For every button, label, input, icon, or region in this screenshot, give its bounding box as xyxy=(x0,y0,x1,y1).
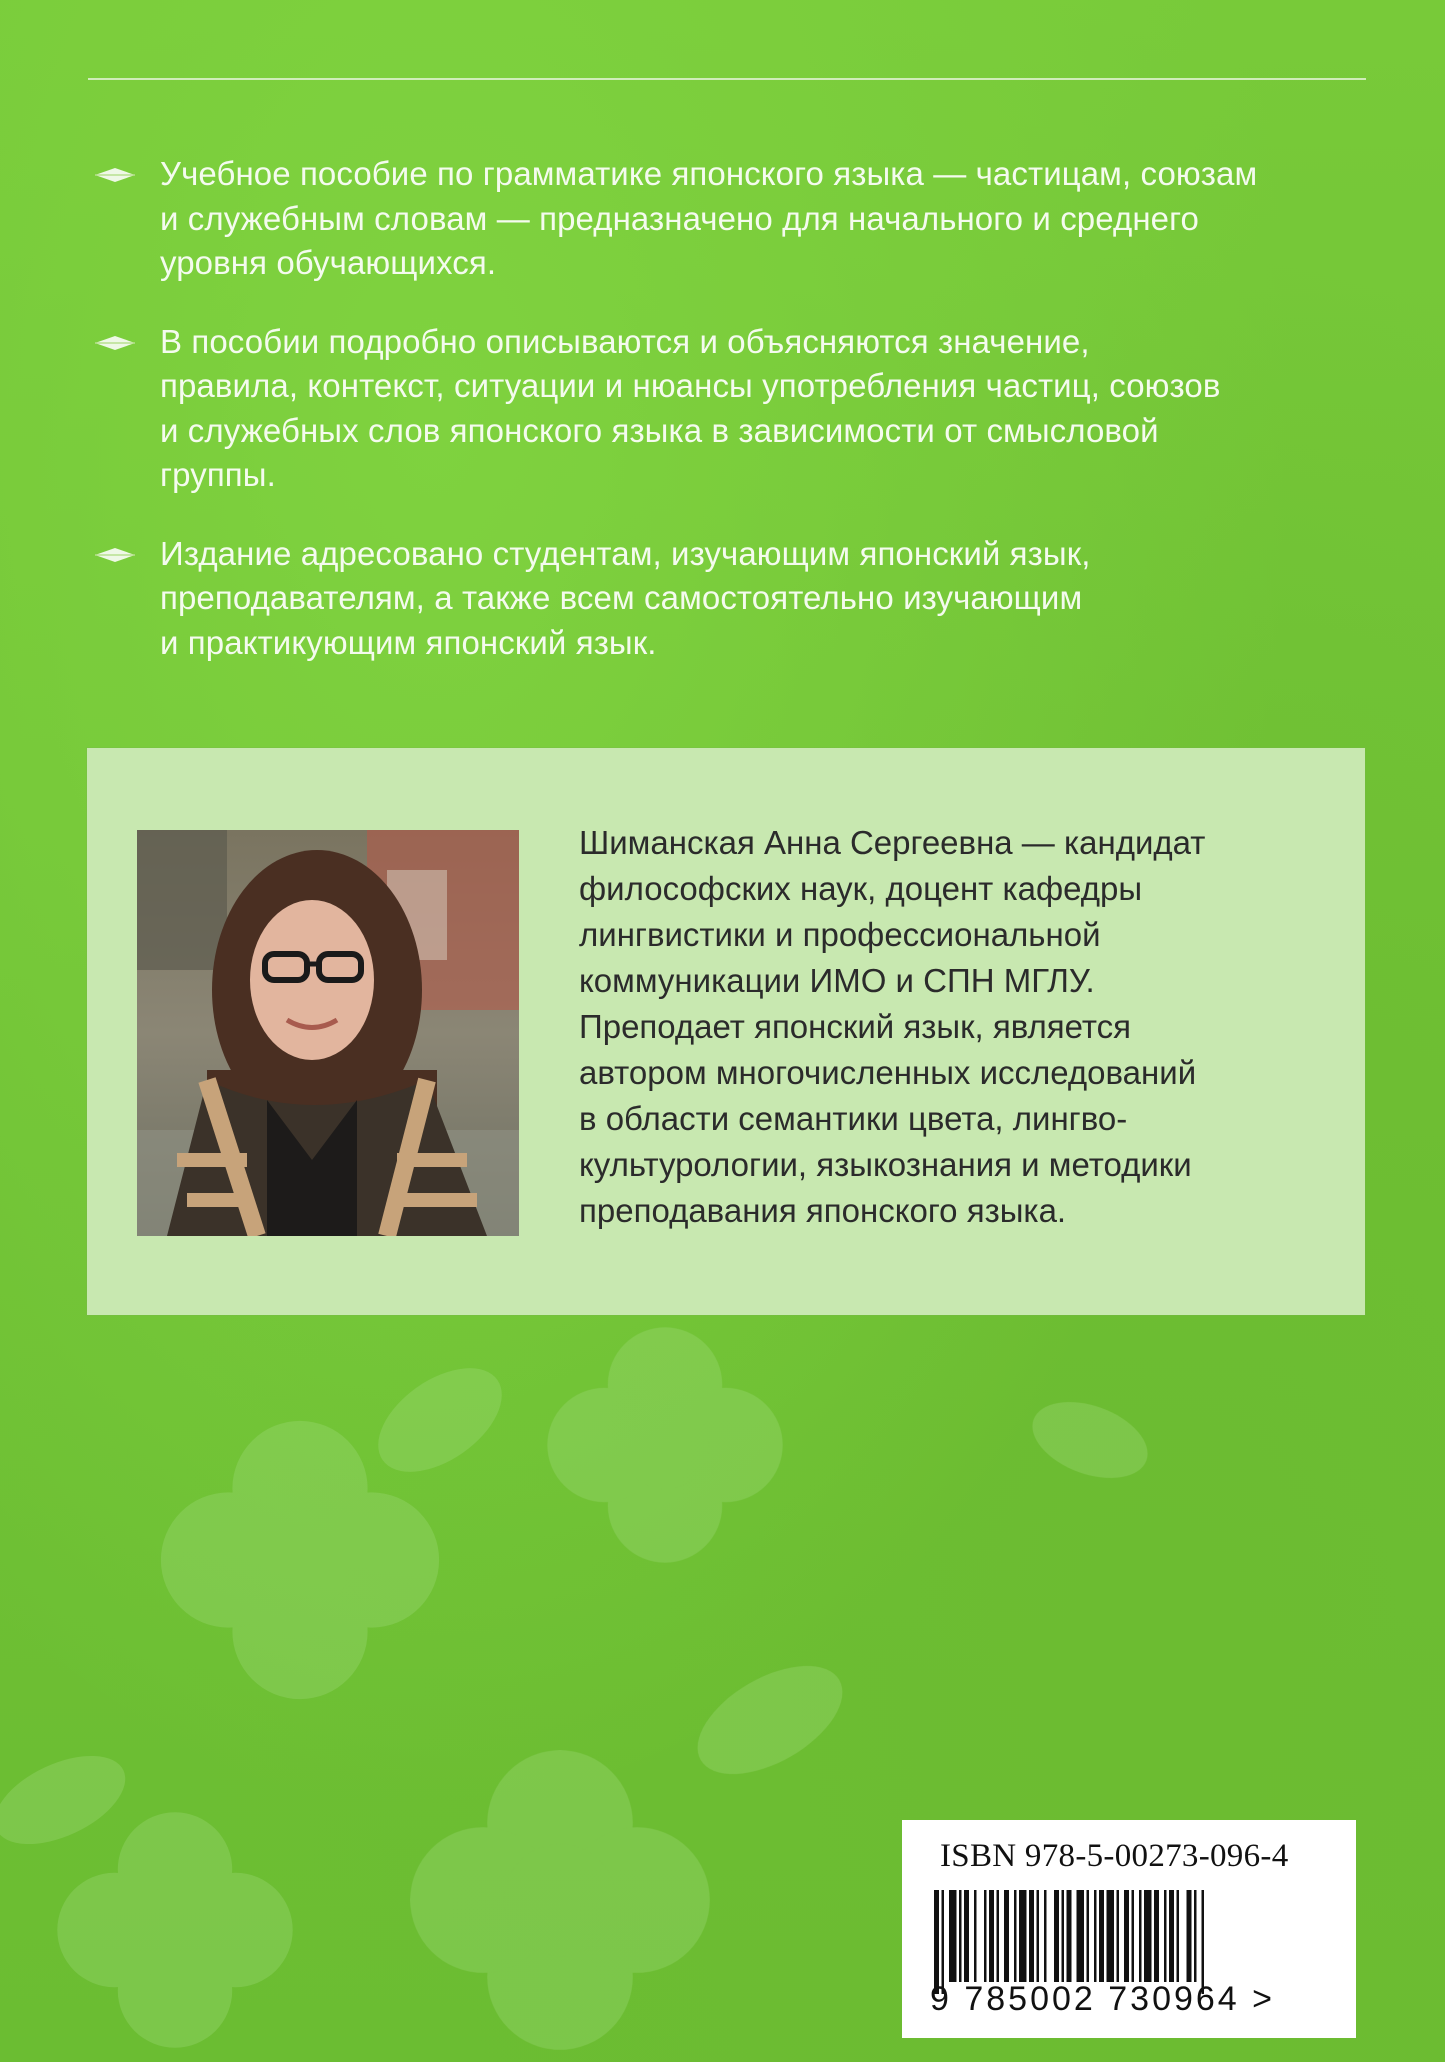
barcode-bar xyxy=(1019,1890,1027,1982)
diamond-marker-icon xyxy=(95,336,135,350)
barcode-bar xyxy=(1037,1890,1040,1982)
author-photo xyxy=(137,830,519,1236)
barcode-bar xyxy=(1164,1890,1167,1982)
barcode-bar xyxy=(1054,1890,1059,1982)
barcode-bar xyxy=(1117,1890,1120,1982)
barcode-bar xyxy=(1154,1890,1159,1982)
barcode-bar xyxy=(1029,1890,1034,1982)
barcode-bar xyxy=(1144,1890,1152,1982)
diamond-marker-icon xyxy=(95,548,135,562)
barcode-bar xyxy=(1044,1890,1047,1982)
barcode-bar xyxy=(984,1890,987,1982)
barcode-bar xyxy=(1132,1890,1135,1982)
barcode-bar xyxy=(949,1890,957,1982)
barcode-bar xyxy=(1004,1890,1009,1982)
barcode-digits: 9 785002 730964 > xyxy=(930,1980,1276,2018)
description-item xyxy=(95,532,1375,666)
isbn-label: ISBN 978-5-00273-096-4 xyxy=(940,1838,1289,1874)
description-text: Издание адресовано студентам, изучающим японский язык, преподавателям, а также всем самостоятельно изучающим и практикующим японский язык. xyxy=(160,534,1091,661)
author-panel xyxy=(87,748,1365,1315)
barcode-bar xyxy=(1202,1890,1205,1994)
top-divider xyxy=(88,78,1366,80)
description-item xyxy=(95,152,1375,286)
barcode-bar xyxy=(1177,1890,1180,1982)
barcode-bar xyxy=(1067,1890,1072,1982)
author-bio: Шиманская Анна Сергеевна — кандидат философских наук, доцент кафедры лингвистики и профессиональной коммуникации ИМО и СПН МГЛУ. Преподает японский язык, является автором многочисленных исследований в области семантики цвета, лингво- культурологии, языкознания и методики преподавания японского языка. xyxy=(579,824,1206,1229)
barcode-bar xyxy=(989,1890,994,1982)
barcode-bar xyxy=(1187,1890,1192,1982)
description-text: Учебное пособие по грамматике японского языка — частицам, союзам и служебным словам — предназначено для начального и среднего уровня обучающихся. xyxy=(160,155,1258,281)
description-item xyxy=(95,320,1375,498)
barcode-bar xyxy=(964,1890,969,1982)
description-list xyxy=(95,152,1375,699)
barcode-bar xyxy=(1194,1890,1197,1982)
barcode-bar xyxy=(1014,1890,1017,1982)
barcode-bar xyxy=(1087,1890,1090,1982)
barcode-bar xyxy=(974,1890,977,1982)
barcode-bar xyxy=(1124,1890,1129,1982)
barcode xyxy=(930,1890,1330,1994)
isbn-block xyxy=(902,1820,1356,2038)
description-text: В пособии подробно описываются и объясняются значение, правила, контекст, ситуации и нюансы употребления частиц, союзов и служебных слов японского языка в зависимости от смысловой группы. xyxy=(160,322,1221,493)
barcode-bar xyxy=(1094,1890,1097,1982)
barcode-bar xyxy=(934,1890,939,1994)
barcode-bar xyxy=(942,1890,945,1994)
barcode-bar xyxy=(1169,1890,1174,1982)
barcode-bar xyxy=(1099,1890,1104,1982)
barcode-bar xyxy=(997,1890,1000,1982)
barcode-bar xyxy=(1107,1890,1115,1982)
barcode-bar xyxy=(1139,1890,1142,1982)
diamond-marker-icon xyxy=(95,168,135,182)
barcode-bar xyxy=(1062,1890,1065,1982)
barcode-bar xyxy=(959,1890,962,1982)
barcode-bar xyxy=(1077,1890,1085,1982)
